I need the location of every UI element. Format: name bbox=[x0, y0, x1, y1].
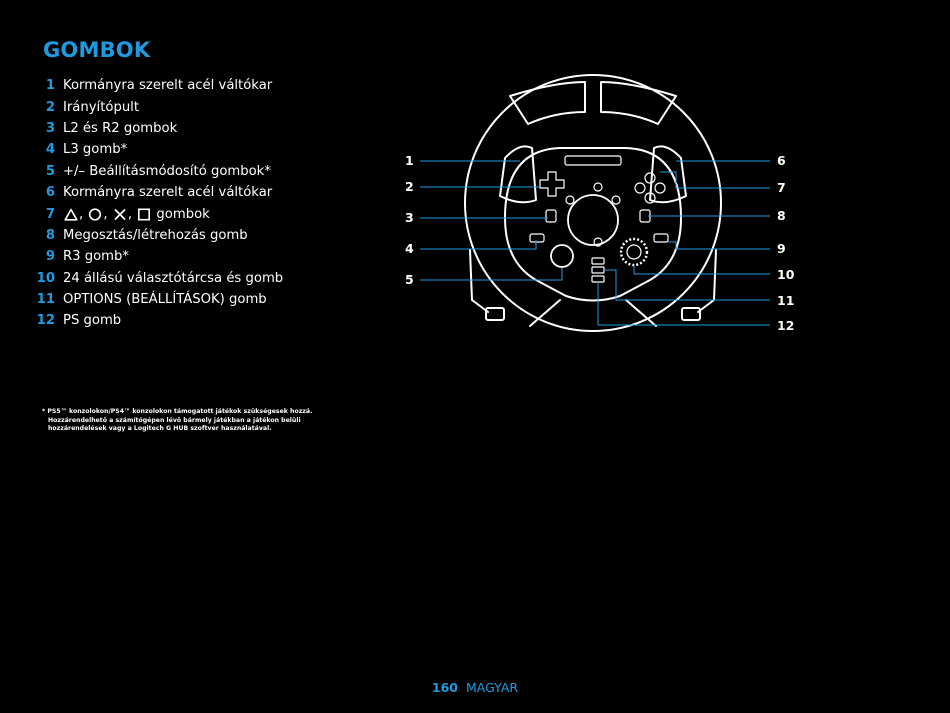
separator: , bbox=[103, 206, 108, 222]
list-item bbox=[36, 118, 283, 139]
callout-7: 7 bbox=[777, 180, 786, 195]
small-button bbox=[566, 196, 574, 204]
small-button bbox=[612, 196, 620, 204]
page-number: 160 bbox=[431, 680, 458, 695]
callout-2: 2 bbox=[405, 179, 414, 194]
page-footer bbox=[0, 680, 950, 695]
steering-wheel-diagram bbox=[380, 70, 810, 345]
footnote-line: Hozzárendelhető a számítógépen lévő bármely játékban a játékon belüli bbox=[48, 416, 301, 424]
list-item bbox=[36, 75, 283, 96]
center-hub-circle bbox=[568, 195, 618, 245]
leader-line-9 bbox=[668, 242, 770, 249]
rotary-dial bbox=[621, 239, 647, 265]
wheel-rim bbox=[465, 75, 721, 331]
language-label: MAGYAR bbox=[466, 680, 519, 695]
item-number: 3 bbox=[45, 120, 55, 136]
footnote-line: * PS5™ konzolokon/PS4™ konzolokon támogatott játékok szükségesek hozzá. bbox=[42, 408, 313, 415]
base-foot-left bbox=[486, 308, 504, 320]
r3-button bbox=[654, 234, 668, 242]
item-number: 7 bbox=[45, 206, 55, 222]
list-item bbox=[36, 246, 283, 267]
callout-6: 6 bbox=[777, 153, 786, 168]
list-item bbox=[36, 161, 283, 182]
leader-line-7 bbox=[660, 172, 770, 188]
base-foot-right bbox=[682, 308, 700, 320]
callout-9: 9 bbox=[777, 241, 786, 256]
list-item bbox=[36, 139, 283, 160]
callout-3: 3 bbox=[405, 210, 414, 225]
callout-1: 1 bbox=[405, 153, 414, 168]
item-text: PS gomb bbox=[63, 313, 122, 329]
separator: , bbox=[127, 206, 133, 222]
callout-11: 11 bbox=[777, 293, 795, 308]
list-item bbox=[36, 203, 283, 224]
item-text: L3 gomb* bbox=[63, 142, 128, 158]
item-number: 1 bbox=[45, 78, 55, 94]
square-button bbox=[635, 183, 645, 193]
item-number: 11 bbox=[36, 292, 55, 308]
item-number: 8 bbox=[45, 227, 55, 243]
wheel-hub bbox=[505, 148, 681, 301]
plus-minus-button bbox=[551, 245, 573, 267]
list-item bbox=[36, 310, 283, 331]
item-number: 2 bbox=[45, 99, 55, 115]
callout-5: 5 bbox=[405, 272, 414, 287]
leader-line-5 bbox=[420, 268, 562, 280]
item-number: 5 bbox=[45, 163, 55, 179]
separator: , bbox=[79, 206, 84, 222]
item-text: L2 és R2 gombok bbox=[63, 120, 178, 136]
callout-10: 10 bbox=[777, 267, 795, 282]
callout-4: 4 bbox=[405, 241, 414, 256]
wheel-base bbox=[470, 250, 716, 312]
list-item bbox=[36, 182, 283, 203]
leader-line-12 bbox=[598, 282, 770, 325]
leader-line-4 bbox=[420, 240, 536, 249]
list-item bbox=[36, 289, 283, 310]
triangle-icon bbox=[64, 208, 78, 221]
item-number: 4 bbox=[45, 142, 55, 158]
options-button bbox=[592, 258, 604, 264]
dashboard-led-strip bbox=[565, 156, 621, 165]
item-number: 9 bbox=[45, 249, 55, 265]
footnote bbox=[42, 408, 312, 434]
button-list bbox=[36, 75, 283, 332]
cross-icon bbox=[113, 208, 127, 221]
small-button bbox=[594, 183, 602, 191]
list-item bbox=[36, 225, 283, 246]
item-text: Kormányra szerelt acél váltókar bbox=[63, 185, 273, 201]
rim-grip-top-left bbox=[510, 82, 585, 124]
item-text: R3 gomb* bbox=[63, 249, 129, 265]
list-item bbox=[36, 268, 283, 289]
item-number: 6 bbox=[45, 185, 55, 201]
callout-8: 8 bbox=[777, 208, 786, 223]
item-text: +/– Beállításmódosító gombok* bbox=[63, 163, 271, 179]
square-icon bbox=[137, 208, 151, 221]
item-text: Megosztás/létrehozás gomb bbox=[63, 227, 248, 243]
rim-grip-top-right bbox=[601, 82, 676, 124]
dpad-icon bbox=[540, 172, 564, 196]
options-button-2 bbox=[592, 267, 604, 273]
list-item bbox=[36, 96, 283, 117]
ps-button bbox=[592, 276, 604, 282]
l3-button bbox=[530, 234, 544, 242]
item-text: Irányítópult bbox=[63, 99, 140, 115]
item-text: OPTIONS (BEÁLLÍTÁSOK) gomb bbox=[63, 292, 267, 308]
item-text: gombok bbox=[156, 206, 210, 222]
circle-icon bbox=[88, 208, 102, 221]
item-number: 12 bbox=[36, 313, 55, 329]
item-text: Kormányra szerelt acél váltókar bbox=[63, 78, 273, 94]
callout-12: 12 bbox=[777, 318, 795, 333]
page-title: GOMBOK bbox=[43, 38, 151, 62]
footnote-line: hozzárendelések vagy a Logitech G HUB szoftver használatával. bbox=[48, 425, 272, 432]
share-button bbox=[546, 210, 556, 222]
triangle-button bbox=[645, 173, 655, 183]
circle-button bbox=[655, 183, 665, 193]
item-number: 10 bbox=[36, 270, 55, 286]
rotary-dial-button bbox=[627, 245, 641, 259]
item-text: 24 állású választótárcsa és gomb bbox=[63, 270, 284, 286]
